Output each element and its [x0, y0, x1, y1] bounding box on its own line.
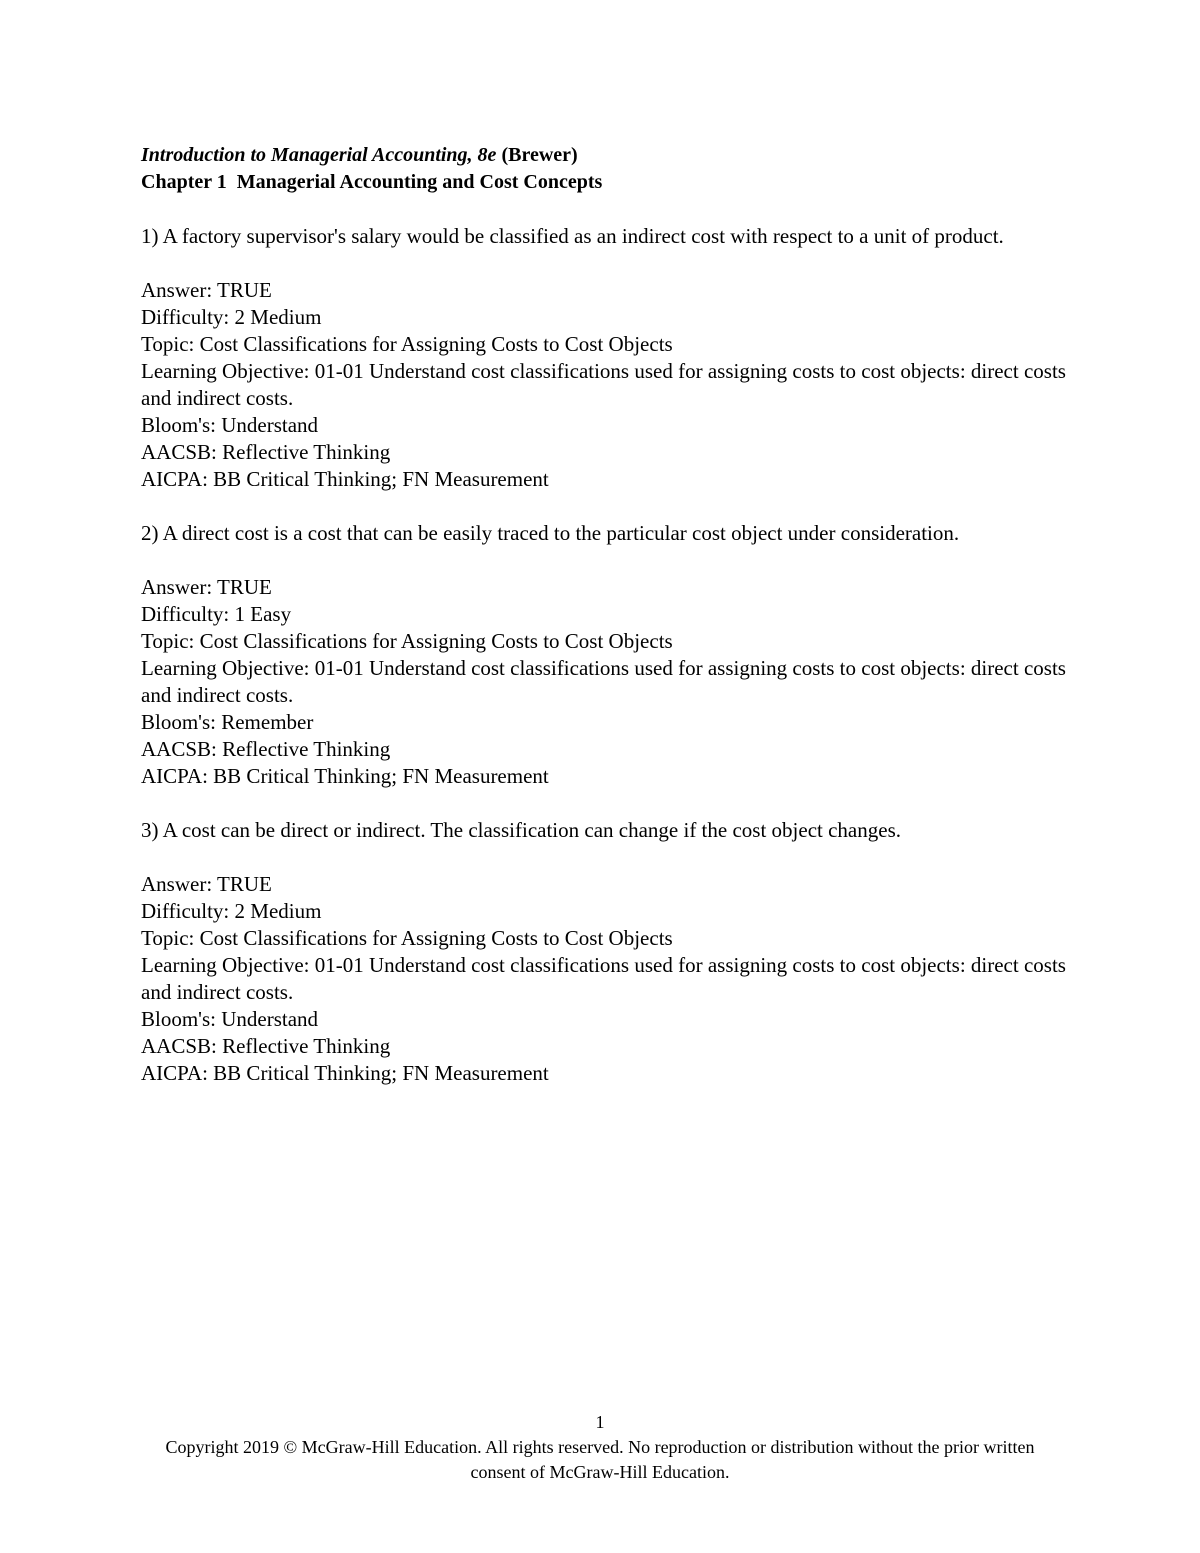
- question-block: [141, 817, 1081, 1087]
- blooms-line: Bloom's: Remember: [141, 710, 314, 734]
- question-meta: [141, 871, 1081, 1087]
- difficulty-line: Difficulty: 1 Easy: [141, 602, 292, 626]
- question-text: 2) A direct cost is a cost that can be easily traced to the particular cost object under consideration.: [141, 521, 960, 545]
- answer-line: Answer: TRUE: [141, 575, 272, 599]
- page-footer: [0, 1410, 1200, 1485]
- question-block: [141, 520, 1081, 790]
- aicpa-line: AICPA: BB Critical Thinking; FN Measurement: [141, 764, 549, 788]
- difficulty-line: Difficulty: 2 Medium: [141, 899, 322, 923]
- learning-objective-line: Learning Objective: 01-01 Understand cost classifications used for assigning costs to cost objects: direct costs and indirect costs.: [141, 953, 1066, 1004]
- question-meta: [141, 277, 1081, 493]
- difficulty-line: Difficulty: 2 Medium: [141, 305, 322, 329]
- question-block: [141, 223, 1081, 493]
- question-meta: [141, 574, 1081, 790]
- topic-line: Topic: Cost Classifications for Assigning Costs to Cost Objects: [141, 926, 673, 950]
- question-text: 1) A factory supervisor's salary would be classified as an indirect cost with respect to a unit of product.: [141, 224, 1004, 248]
- aacsb-line: AACSB: Reflective Thinking: [141, 440, 391, 464]
- blooms-line: Bloom's: Understand: [141, 413, 319, 437]
- blooms-line: Bloom's: Understand: [141, 1007, 319, 1031]
- aacsb-line: AACSB: Reflective Thinking: [141, 1034, 391, 1058]
- page-number: 1: [595, 1412, 605, 1432]
- book-author: (Brewer): [501, 144, 578, 166]
- page-content: [141, 142, 1081, 1087]
- answer-line: Answer: TRUE: [141, 872, 272, 896]
- book-title: Introduction to Managerial Accounting, 8e: [141, 144, 497, 166]
- topic-line: Topic: Cost Classifications for Assigning Costs to Cost Objects: [141, 332, 673, 356]
- aicpa-line: AICPA: BB Critical Thinking; FN Measurement: [141, 1061, 549, 1085]
- learning-objective-line: Learning Objective: 01-01 Understand cost classifications used for assigning costs to cost objects: direct costs and indirect costs.: [141, 359, 1066, 410]
- answer-line: Answer: TRUE: [141, 278, 272, 302]
- topic-line: Topic: Cost Classifications for Assigning Costs to Cost Objects: [141, 629, 673, 653]
- book-header: [141, 142, 1081, 169]
- aacsb-line: AACSB: Reflective Thinking: [141, 737, 391, 761]
- question-text: 3) A cost can be direct or indirect. The classification can change if the cost object changes.: [141, 818, 901, 842]
- learning-objective-line: Learning Objective: 01-01 Understand cost classifications used for assigning costs to cost objects: direct costs and indirect costs.: [141, 656, 1066, 707]
- aicpa-line: AICPA: BB Critical Thinking; FN Measurement: [141, 467, 549, 491]
- chapter-title: Chapter 1 Managerial Accounting and Cost Concepts: [141, 171, 603, 193]
- copyright-notice: Copyright 2019 © McGraw-Hill Education. All rights reserved. No reproduction or distribution without the prior written consent of McGraw-Hill Education.: [165, 1437, 1035, 1482]
